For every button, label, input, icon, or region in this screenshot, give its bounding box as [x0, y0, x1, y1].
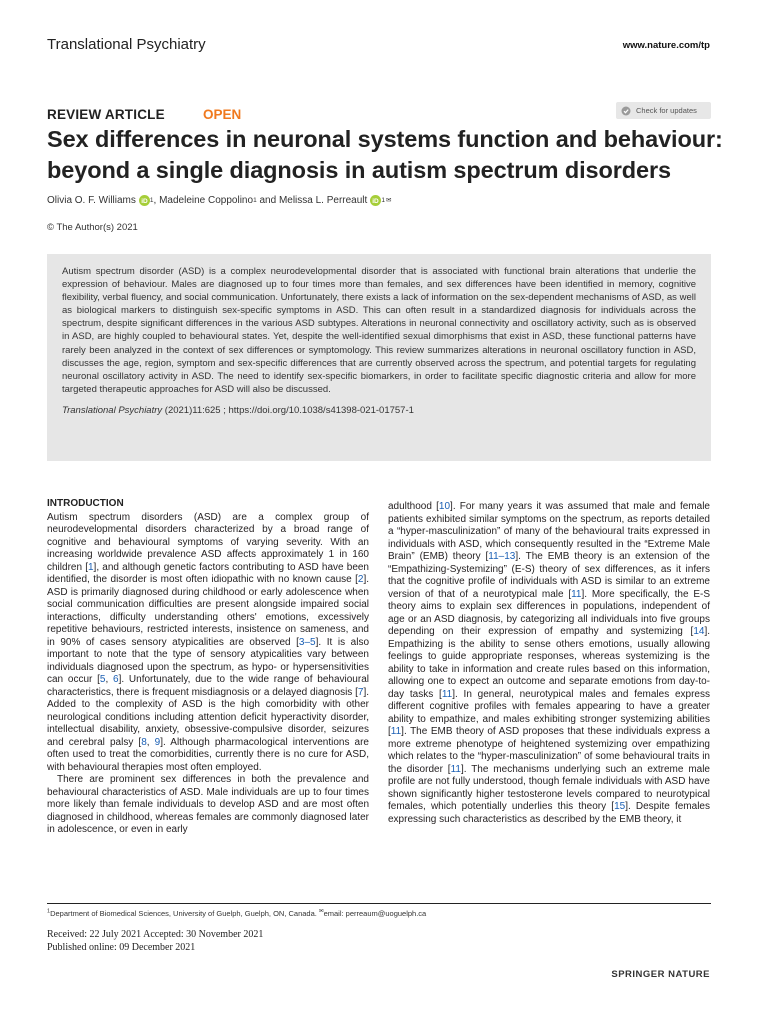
- abstract-text: Autism spectrum disorder (ASD) is a complex neurodevelopmental disorder that is associated with functional brain alterations that underlie the expression of behaviour. Males are diagnosed up to four times more than females, and sex differences have been identified in memory, cognitive flexibility, verbal fluency, and social communication. Unfortunately, there exists a lack of information on the sex-dependent mechanisms of ASD, as well as biological markers to distinguish sex-specific symptoms in ASD. This can often result in a standardized diagnosis for individuals across the spectrum, despite significant differences in the various ASD subtypes. Alterations in neuronal connectivity and oscillatory activity, such as is observed in ASD, are highly coupled to behavioural states. Yet, despite the well-identified sexual dimorphisms that exist in ASD, these functional patterns have rarely been analyzed in the context of sex differences or symptomology. This review summarizes alterations in neuronal oscillatory function in ASD, discusses the age, region, symptom and sex-specific differences that are currently observed across the spectrum, and potential targets for regulating neuronal oscillatory activity in ASD. The need to identify sex-specific biomarkers, in order to facilitate specific diagnostic criteria and allow for more targeted therapeutic approaches for ASD will also be discussed.: [62, 266, 696, 395]
- body-paragraph: Autism spectrum disorders (ASD) are a complex group of neurodevelopmental disorders characterized by a broad range of cognitive and behavioural symptoms of varying severity. With an increasing worldwide prevalence ASD affects approximately 1 in 160 children [1], and although genetic factors contributing to ASD have been identified, the disorder is most often idiopathic with no known cause [2]. ASD is primarily diagnosed during childhood or early adolescence when social communication difficulties are present alongside impaired social interactions, difficulty understanding others' emotions, excessively repetitive behaviours, restricted interests, insistence on sameness, and in 90% of cases sensory atypicalities are observed [3–5]. It is also important to note that the type of sensory atypicalities vary between individuals diagnosed upon the spectrum, as hypo- or hypersensitivities can occur [5, 6]. Unfortunately, due to the wide range of behavioural characteristics, there is frequent misdiagnosis or a delayed diagnosis [7]. Added to the complexity of ASD is the high comorbidity with other neurological conditions including attention deficit hyperactivity disorder, intellectual disability, anxiety, obsessive-compulsive disorder, seizures and cerebral palsy [8, 9]. Although pharmacological interventions are often used to treat the comorbidities, currently there is no cure for ASD, with behavioural therapies most often employed.: [47, 511, 370, 773]
- author-list: Olivia O. F. Williams iD 1 , Madeleine Coppolino 1 and Melissa L. Perreault iD 1 ✉: [47, 195, 392, 206]
- copyright-notice: © The Author(s) 2021: [47, 222, 138, 233]
- citation-line: [62, 405, 696, 416]
- check-updates-label: Check for updates: [636, 106, 697, 115]
- email-link[interactable]: email: perreaum@uoguelph.ca: [323, 909, 427, 918]
- reference-link[interactable]: 10: [438, 501, 451, 512]
- reference-link[interactable]: 6: [113, 674, 119, 685]
- reference-link[interactable]: 11–13: [488, 551, 516, 562]
- reference-link[interactable]: 14: [693, 626, 705, 637]
- envelope-icon: ✉: [318, 908, 324, 915]
- journal-url-link[interactable]: www.nature.com/tp: [622, 40, 710, 51]
- check-updates-icon: [621, 106, 631, 116]
- author-name[interactable]: Madeleine Coppolino: [159, 195, 254, 206]
- journal-name: Translational Psychiatry: [47, 36, 206, 53]
- reference-link[interactable]: 11: [450, 763, 461, 775]
- reference-link[interactable]: 11: [441, 688, 453, 700]
- reference-link[interactable]: 15: [614, 801, 626, 812]
- footnote-divider: [47, 903, 711, 904]
- article-type-label: REVIEW ARTICLE: [47, 107, 165, 122]
- publisher-logo: SPRINGER NATURE: [611, 969, 710, 980]
- body-paragraph: There are prominent sex differences in both the prevalence and behavioural characteristics of ASD. Male individuals are up to four times more likely than female individuals to develop ASD and are most often diagnosed in childhood, whereas females are commonly diagnosed later in adolescence, or even in early: [47, 774, 369, 835]
- reference-link[interactable]: 2: [357, 574, 364, 585]
- section-heading: INTRODUCTION: [47, 498, 124, 509]
- svg-text:iD: iD: [141, 198, 148, 205]
- abstract-box: [47, 254, 711, 461]
- affiliation-text: Department of Biomedical Sciences, University of Guelph, Guelph, ON, Canada.: [50, 909, 319, 918]
- body-column-left: [47, 498, 369, 837]
- reference-link[interactable]: 8: [141, 736, 147, 748]
- published-date: Published online: 09 December 2021: [47, 942, 196, 953]
- body-column-right: [388, 501, 710, 826]
- orcid-icon[interactable]: [370, 195, 381, 206]
- reference-link[interactable]: 7: [357, 686, 364, 698]
- affiliation-footnote: [47, 909, 426, 918]
- author-separator: ,: [153, 195, 160, 206]
- reference-link[interactable]: 11: [571, 588, 582, 600]
- open-access-badge: OPEN: [203, 107, 242, 122]
- reference-link[interactable]: 1: [87, 561, 94, 573]
- author-separator: and: [256, 195, 279, 206]
- reference-link[interactable]: 3–5: [298, 636, 316, 648]
- citation-journal: Translational Psychiatry: [62, 404, 163, 416]
- orcid-icon[interactable]: [139, 195, 150, 206]
- received-accepted-dates: Received: 22 July 2021 Accepted: 30 November 2021: [47, 929, 264, 940]
- author-name[interactable]: Olivia O. F. Williams: [47, 195, 136, 206]
- citation-details[interactable]: (2021)11:625 ; https://doi.org/10.1038/s41398-021-01757-1: [162, 404, 414, 416]
- reference-link[interactable]: 5: [99, 674, 106, 685]
- reference-link[interactable]: 9: [154, 736, 161, 748]
- svg-text:iD: iD: [372, 198, 380, 205]
- check-for-updates-button[interactable]: [616, 102, 711, 119]
- reference-link[interactable]: 11: [390, 726, 402, 737]
- affiliation-marker: 1: [47, 908, 51, 915]
- body-paragraph: adulthood [10]. For many years it was assumed that male and female patients exhibited similar symptoms on the spectrum, as reports detailed a “hyper-masculinization” of many of the behavioural traits expressed in individuals with ASD, which consequently resulted in the “Extreme Male Brain” (EMB) theory [11–13]. The EMB theory is an extension of the “Empathizing-Systemizing” (E-S) theory of sex differences, as it infers that the cognitive profile of individuals with ASD is similar to an extreme version of that of a neurotypical male [11]. More specifically, the E-S theory aims to explain sex differences in populations, independent of age or an ASD diagnosis, by categorizing all individuals into five groups depending on their expression of empathy and systemizing [14]. Empathizing is the ability to sense others emotions, usually allowing feelings to guide appropriate responses, whereas systemizing is the ability to take in information and create rules based on this information, allowing one to expect an outcome and separate emotions from day-to-day tasks [11]. In general, neurotypical males and females express different cognitive profiles with females appearing to have a greater ability to empathize, and males exhibiting stronger systemizing abilities [11]. The EMB theory of ASD proposes that these individuals express a more extreme phenotype of heightened systemizing over empathizing which relates to the “hyper-masculinization” of some behavioural traits in the disorder [11]. The mechanisms underlying such an extreme male profile are not fully understood, though female individuals with ASD have shown significantly higher testosterone levels compared to neurotypical females, which potentially underlies this theory [15]. Despite females expressing such characteristics as described by the EMB theory, it: [388, 501, 710, 825]
- article-title: Sex differences in neuronal systems function and behaviour: beyond a single diagnosis in autism spectrum disorders: [47, 126, 723, 183]
- author-name[interactable]: Melissa L. Perreault: [278, 195, 368, 206]
